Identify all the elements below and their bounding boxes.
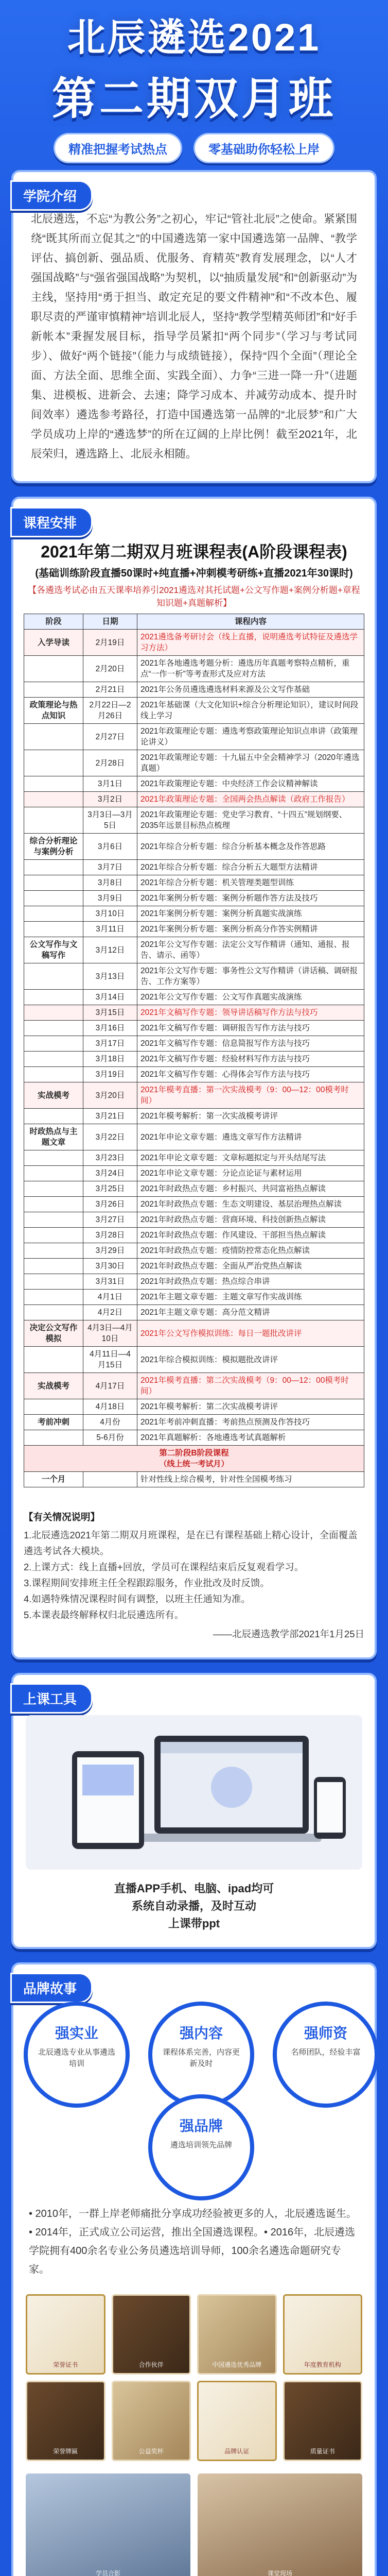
schedule-content: 2021年公文写作专题：事务性公文写作精讲（讲话稿、调研报告、工作方案等） [137, 963, 364, 990]
schedule-date: 2月19日 [83, 630, 137, 656]
schedule-row [24, 1197, 364, 1212]
schedule-content: 2021年文稿写作专题：信息简报写作方法与技巧 [137, 1036, 364, 1052]
schedule-row [24, 1005, 364, 1021]
notes-item: 1.北辰遴选2021年第二期双月班课程，是在已有课程基础上精心设计，全面覆盖遴选考试各大模块。 [24, 1530, 358, 1556]
schedule-content: 2021年案例分析专题：案例分析题作答方法及技巧 [137, 891, 364, 906]
schedule-row [24, 906, 364, 922]
schedule-row [24, 1305, 364, 1320]
honor-caption: 质量证书 [310, 2448, 335, 2455]
schedule-content: 2021年政策理论专题：遴选考察政策理论知识点串讲（政策理论讲义） [137, 724, 364, 750]
schedule-content: 2021年文稿写作专题：调研报告写作方法与技巧 [137, 1021, 364, 1036]
schedule-row [24, 937, 364, 963]
photo-item [198, 2473, 362, 2576]
intro-section-label: 学院介绍 [10, 180, 93, 211]
schedule-date: 3月13日 [83, 963, 137, 990]
schedule-content: 2021遴选备考研讨会（线上直播，说明遴选考试特征及遴选学习方法） [137, 630, 364, 656]
brand-circle-1 [24, 2002, 130, 2108]
intro-text: 北辰遴选，不忘“为教公务”之初心，牢记“管社北辰”之使命。紧紧围绕“既其所而立促其之”的中国遴选第一家中国遴选第一品牌、“教学评估、搞创新、强品质、优服务、育精英”教育发展理念，以“人才强国战略”与“强省强国战略”为契机，以“抽质量发展”和“创新驱动”为主线，坚持用“勇于担当、敢定充足的要文件精神”和“不改本色、履职尽责的严谨审慎精神”培训北辰人，坚持“教学型精英师团”和“好手新帐本”秉握发展目标，指导学员紧扣“两个同步”（学习与考试同步）、做好“两个链接”（能力与成绩链接），保持“四个全面”（理论全面、方法全面、思维全面、实践全面）、力争“三进一降一升”（进题集、进模板、进新会、去速；降学习成本、并减劳动成本、提升时间效率）遴选参考路径，打造中国遴选第一品牌的“北辰梦”和广大学员成功上岸的“遴选梦”的所在辽阔的上岸比例！截至2021年，北辰荣归，遴选路上、北辰永相随。 [31, 213, 357, 460]
honor-caption: 合作伙伴 [138, 2361, 164, 2368]
brand-circle-title: 强师资 [304, 2025, 347, 2041]
schedule-stage [24, 1228, 83, 1243]
schedule-date: 3月9日 [83, 891, 137, 906]
schedule-date: 2月21日 [83, 682, 137, 698]
schedule-content: 2021年时政热点专题：全面从严治党热点解读 [137, 1259, 364, 1274]
schedule-panel [11, 497, 377, 1659]
brand-circle-title: 强内容 [179, 2025, 223, 2041]
phase2-label [24, 1446, 364, 1472]
tools-caption-1: 直播APP手机、电脑、ipad均可 [114, 1882, 274, 1895]
schedule-row [24, 630, 364, 656]
brand-circle-desc: 北辰遴选专业从事遴选培训 [38, 2048, 115, 2068]
brand-circles [24, 2002, 364, 2197]
schedule-stage [24, 990, 83, 1005]
schedule-row [24, 1021, 364, 1036]
schedule-date: 2月22日—2月26日 [83, 698, 137, 724]
schedule-content: 2021年各地遴选考题分析：遴选历年真题考察特点精析，重点“一作一析”等考查形式及应对方法 [137, 656, 364, 682]
schedule-date: 3月1日 [83, 776, 137, 792]
brand-circle-desc: 名师团队，经验丰富 [291, 2048, 361, 2057]
schedule-row [24, 963, 364, 990]
devices-illustration [26, 1715, 362, 1870]
schedule-header-row [24, 614, 364, 630]
notes-item: 4.如遇特殊情况课程时间有调整，以班主任通知为准。 [24, 1594, 251, 1604]
schedule-content: 2021年公文写作模拟训练：每日一题批改讲评 [137, 1320, 364, 1347]
honor-item [26, 2381, 105, 2461]
schedule-date: 3月23日 [83, 1150, 137, 1166]
honor-item [112, 2381, 191, 2461]
phase2-row [24, 1446, 364, 1472]
schedule-body [24, 630, 364, 1446]
schedule-content: 2021年申论文章专题：分论点论证与素材运用 [137, 1166, 364, 1181]
photo-caption: 学员合影 [95, 2570, 120, 2576]
brand-circle-4 [148, 2094, 254, 2200]
hero-title-line2: 第二期双月班 [52, 74, 336, 124]
schedule-stage [24, 1290, 83, 1305]
final-date [83, 1472, 137, 1487]
brand-circle-desc: 课程体系完善，内容更新及时 [162, 2048, 240, 2068]
schedule-header [13, 499, 375, 531]
schedule-content: 2021年申论文章专题：遴选文章写作方法精讲 [137, 1124, 364, 1150]
schedule-row [24, 922, 364, 937]
schedule-stage [24, 1067, 83, 1082]
schedule-stage [24, 1347, 83, 1373]
col-date: 日期 [83, 614, 137, 630]
schedule-row [24, 1150, 364, 1166]
schedule-content: 2021年公务员遴选遴选材料来源及公文写作基础 [137, 682, 364, 698]
schedule-row [24, 1036, 364, 1052]
schedule-date: 4月3日—4月10日 [83, 1320, 137, 1347]
schedule-table [24, 614, 364, 1487]
schedule-stage: 实战模考 [24, 1082, 83, 1109]
schedule-content: 2021年考前冲刺直播：考前热点预测及作答技巧 [137, 1415, 364, 1430]
schedule-content: 2021年模考解析：第一次实战模考讲评 [137, 1109, 364, 1124]
schedule-content: 2021年公文写作专题：公文写作真题实战演练 [137, 990, 364, 1005]
schedule-stage: 实战模考 [24, 1373, 83, 1399]
schedule-row [24, 1181, 364, 1197]
schedule-row [24, 990, 364, 1005]
schedule-content: 2021年模考解析：第二次实战模考讲评 [137, 1399, 364, 1415]
schedule-row [24, 1228, 364, 1243]
schedule-content: 2021年基础课（大文化知识+综合分析理论知识），建议时间段线上学习 [137, 698, 364, 724]
schedule-content: 2021年真题解析：各地遴选考试真题解析 [137, 1430, 364, 1446]
schedule-content: 2021年申论文章专题：文章标题拟定与开头结尾写法 [137, 1150, 364, 1166]
schedule-date: 3月20日 [83, 1082, 137, 1109]
honor-item [26, 2294, 105, 2375]
schedule-stage [24, 1197, 83, 1212]
honor-caption: 公益奖杯 [138, 2448, 164, 2455]
schedule-date: 3月18日 [83, 1052, 137, 1067]
schedule-row [24, 776, 364, 792]
schedule-stage: 公文写作与文稿写作 [24, 937, 83, 963]
schedule-date: 3月14日 [83, 990, 137, 1005]
schedule-content: 2021年时政热点专题：热点综合串讲 [137, 1274, 364, 1290]
honor-caption: 年度教育机构 [304, 2361, 341, 2368]
schedule-row [24, 834, 364, 860]
schedule-stage [24, 656, 83, 682]
schedule-date: 3月29日 [83, 1243, 137, 1259]
honor-caption: 品牌认证 [224, 2448, 250, 2455]
schedule-stage [24, 1399, 83, 1415]
schedule-date: 5-6月份 [83, 1430, 137, 1446]
hero-tag-left: 精准把握考试热点 [54, 133, 182, 163]
notes-item: 2.上课方式：线上直播+回放，学员可在课程结束后反复观看学习。 [24, 1562, 304, 1572]
schedule-row [24, 1430, 364, 1446]
schedule-row [24, 875, 364, 891]
schedule-content: 2021年政策理论专题：全国两会热点解读（政府工作报告） [137, 792, 364, 807]
phase2-sub-text: （线上统一考试月） [159, 1460, 229, 1468]
schedule-row [24, 1347, 364, 1373]
schedule-content: 2021年时政热点专题：生态文明建设、基层治理热点解读 [137, 1197, 364, 1212]
intro-panel [11, 170, 377, 483]
schedule-stage [24, 1150, 83, 1166]
brand-section-label: 品牌故事 [10, 1973, 93, 2003]
schedule-stage [24, 860, 83, 875]
schedule-date: 3月30日 [83, 1259, 137, 1274]
photo-caption: 课堂现场 [267, 2570, 292, 2576]
schedule-title: 2021年第二期双月班课程表(A阶段课程表) [41, 543, 347, 561]
notes-signature: ——北辰遴选教学部2021年1月25日 [213, 1629, 364, 1639]
col-stage: 阶段 [24, 614, 83, 630]
schedule-row [24, 750, 364, 776]
schedule-stage [24, 1243, 83, 1259]
schedule-stage [24, 906, 83, 922]
schedule-content: 2021年案例分析专题：案例分析真题实战演练 [137, 906, 364, 922]
col-content: 课程内容 [137, 614, 364, 630]
notes-item: 3.课程期间安排班主任全程跟踪服务，作业批改及时反馈。 [24, 1578, 270, 1588]
schedule-date: 3月27日 [83, 1212, 137, 1228]
schedule-content: 2021年文稿写作专题：领导讲话稿写作方法与技巧 [137, 1005, 364, 1021]
schedule-date: 2月28日 [83, 750, 137, 776]
brand-circle-2 [148, 2002, 254, 2108]
schedule-stage [24, 807, 83, 834]
schedule-date: 4月2日 [83, 1305, 137, 1320]
final-row [24, 1472, 364, 1487]
schedule-stage [24, 750, 83, 776]
schedule-stage [24, 1109, 83, 1124]
schedule-stage [24, 1166, 83, 1181]
schedule-content: 2021年主题文章专题：主题文章写作实战训练 [137, 1290, 364, 1305]
schedule-row [24, 1259, 364, 1274]
schedule-row [24, 1373, 364, 1399]
schedule-date: 3月2日 [83, 792, 137, 807]
schedule-row [24, 891, 364, 906]
schedule-row [24, 792, 364, 807]
schedule-date: 3月21日 [83, 1109, 137, 1124]
schedule-content: 2021年时政热点专题：乡村振兴、共同富裕热点解读 [137, 1181, 364, 1197]
honor-item [197, 2294, 277, 2375]
schedule-content: 2021年模考直播：第一次实战模考（9：00—12：00模考时间） [137, 1082, 364, 1109]
schedule-stage [24, 1305, 83, 1320]
schedule-stage [24, 682, 83, 698]
brand-circle-desc: 遴选培训领先品牌 [170, 2141, 232, 2149]
schedule-date: 2月27日 [83, 724, 137, 750]
intro-header [13, 172, 375, 204]
honor-gallery [13, 2289, 375, 2473]
schedule-row [24, 1243, 364, 1259]
schedule-content: 2021年政策理论专题：中央经济工作会议精神解读 [137, 776, 364, 792]
hero-tags [0, 133, 388, 163]
schedule-date: 4月份 [83, 1415, 137, 1430]
brand-circle-title: 强实业 [55, 2025, 98, 2041]
schedule-stage: 政策理论与热点知识 [24, 698, 83, 724]
schedule-content: 2021年时政热点专题：疫情防控常态化热点解读 [137, 1243, 364, 1259]
schedule-date: 3月22日 [83, 1124, 137, 1150]
schedule-stage [24, 891, 83, 906]
brand-circle-3 [273, 2002, 379, 2108]
schedule-stage [24, 792, 83, 807]
schedule-stage [24, 1005, 83, 1021]
schedule-date: 3月17日 [83, 1036, 137, 1052]
schedule-stage [24, 1212, 83, 1228]
schedule-row [24, 682, 364, 698]
schedule-date: 3月10日 [83, 906, 137, 922]
schedule-date: 4月1日 [83, 1290, 137, 1305]
schedule-row [24, 698, 364, 724]
schedule-row [24, 1274, 364, 1290]
schedule-stage [24, 875, 83, 891]
tools-caption-2: 系统自动录播，及时互动 [131, 1900, 256, 1912]
schedule-stage [24, 1181, 83, 1197]
schedule-row [24, 807, 364, 834]
schedule-row [24, 1166, 364, 1181]
schedule-stage [24, 724, 83, 750]
schedule-date: 2月20日 [83, 656, 137, 682]
schedule-date: 3月28日 [83, 1228, 137, 1243]
honor-item [283, 2294, 363, 2375]
photo-item [26, 2473, 190, 2576]
schedule-row [24, 1082, 364, 1109]
tools-caption [13, 1880, 375, 1933]
schedule-stage: 考前冲刺 [24, 1415, 83, 1430]
schedule-row [24, 1320, 364, 1347]
schedule-date: 3月11日 [83, 922, 137, 937]
tools-caption-3: 上课带ppt [168, 1917, 220, 1930]
schedule-date: 4月11日—4月15日 [83, 1347, 137, 1373]
schedule-stage [24, 1274, 83, 1290]
schedule-date: 3月26日 [83, 1197, 137, 1212]
honor-item [283, 2381, 363, 2461]
honor-caption: 中国遴选优秀品牌 [212, 2361, 262, 2368]
schedule-stage [24, 1052, 83, 1067]
schedule-date: 3月8日 [83, 875, 137, 891]
schedule-row [24, 656, 364, 682]
honor-item [197, 2381, 277, 2461]
schedule-stage [24, 1259, 83, 1274]
schedule-wrap [13, 531, 375, 1501]
notes-item: 5.本课表最终解释权归北辰遴选所有。 [24, 1609, 184, 1620]
hero-title-line1: 北辰遴选2021 [67, 16, 321, 59]
schedule-date: 3月19日 [83, 1067, 137, 1082]
brand-circle-title: 强品牌 [179, 2118, 223, 2134]
schedule-row [24, 1052, 364, 1067]
photo-grid [13, 2473, 375, 2576]
brand-story: • 2010年，一群上岸老师痛批分享成功经验被更多的人，北辰遴选诞生。• 2014年，正式成立公司运营，推出全国遴选课程。• 2016年，北辰遴选学院拥有400余名专业公务员遴选培训导师，100余名遴选命题研究专家。 [29, 2208, 357, 2275]
final-stage: 一个月 [24, 1472, 83, 1487]
notes-title: 【有关情况说明】 [24, 1512, 100, 1522]
schedule-stage [24, 963, 83, 990]
schedule-stage [24, 1021, 83, 1036]
schedule-date: 3月25日 [83, 1181, 137, 1197]
brand-panel [11, 1962, 377, 2576]
schedule-date: 3月12日 [83, 937, 137, 963]
schedule-date: 4月17日 [83, 1373, 137, 1399]
schedule-content: 2021年综合分析专题：机关管理类题型训练 [137, 875, 364, 891]
schedule-content: 2021年综合分析专题：综合分析基本概念及作答思路 [137, 834, 364, 860]
phase2-label-text: 第二阶段B阶段课程 [159, 1449, 229, 1458]
schedule-stage [24, 922, 83, 937]
schedule-date: 3月3日—3月5日 [83, 807, 137, 834]
schedule-content: 2021年案例分析专题：案例分析高分作答实例精讲 [137, 922, 364, 937]
schedule-content: 2021年文稿写作专题：经验材料写作方法与技巧 [137, 1052, 364, 1067]
schedule-content: 2021年主题文章专题：高分范文精讲 [137, 1305, 364, 1320]
schedule-date: 3月16日 [83, 1021, 137, 1036]
schedule-row [24, 860, 364, 875]
schedule-row [24, 1415, 364, 1430]
schedule-row [24, 1109, 364, 1124]
schedule-content: 2021年政策理论专题：十九届五中全会精神学习（2020年遴选真题） [137, 750, 364, 776]
hero-tag-right: 零基础助你轻松上岸 [193, 133, 334, 163]
schedule-subtitle: (基础训练阶段直播50课时+纯直播+冲刺模考研练+直播2021年30课时) [35, 568, 353, 579]
schedule-stage: 入学导读 [24, 630, 83, 656]
schedule-content: 2021年模考直播：第二次实战模考（9：00—12：00模考时间） [137, 1373, 364, 1399]
schedule-stage: 综合分析理论与案例分析 [24, 834, 83, 860]
schedule-date: 3月24日 [83, 1166, 137, 1181]
schedule-section-label: 课程安排 [10, 507, 93, 537]
schedule-content: 2021年文稿写作专题：心得体会写作方法与技巧 [137, 1067, 364, 1082]
schedule-note: 【各遴选考试必由五天课率培养引2021遴选对其托试题+公文写作题+案例分析题+章程知识题+真题解析】 [28, 585, 360, 608]
schedule-stage: 时政热点与主题文章 [24, 1124, 83, 1150]
schedule-stage [24, 1430, 83, 1446]
brand-header [13, 1964, 375, 1996]
devices-icon [26, 1715, 362, 1870]
hero-banner [0, 0, 388, 170]
schedule-date: 4月18日 [83, 1399, 137, 1415]
schedule-content: 2021年综合分析专题：综合分析五大题型方法精讲 [137, 860, 364, 875]
tools-panel [11, 1673, 377, 1949]
schedule-row [24, 1212, 364, 1228]
schedule-date: 3月31日 [83, 1274, 137, 1290]
honor-caption: 荣誉牌匾 [53, 2448, 78, 2455]
schedule-content: 2021年政策理论专题：党史学习教育、“十四五”规划纲要、2035年远景目标热点梳理 [137, 807, 364, 834]
tools-header [13, 1675, 375, 1707]
schedule-row [24, 1067, 364, 1082]
schedule-date: 3月15日 [83, 1005, 137, 1021]
schedule-stage [24, 1036, 83, 1052]
schedule-date: 3月7日 [83, 860, 137, 875]
schedule-content: 2021年公文写作专题：法定公文写作精讲（通知、通报、报告、请示、函等） [137, 937, 364, 963]
schedule-content: 2021年时政热点专题：营商环境、科技创新热点解读 [137, 1212, 364, 1228]
honor-item [112, 2294, 191, 2375]
notes [13, 1501, 375, 1657]
schedule-row [24, 1124, 364, 1150]
schedule-date: 3月6日 [83, 834, 137, 860]
schedule-stage: 决定公文写作模拟 [24, 1320, 83, 1347]
schedule-row [24, 1399, 364, 1415]
schedule-content: 2021年综合模拟训练：模拟题批改讲评 [137, 1347, 364, 1373]
honor-caption: 荣誉证书 [53, 2361, 78, 2368]
tools-section-label: 上课工具 [10, 1683, 93, 1714]
schedule-content: 2021年时政热点专题：作风建设、干部担当热点解读 [137, 1228, 364, 1243]
schedule-stage [24, 776, 83, 792]
schedule-row [24, 1290, 364, 1305]
final-content: 针对性线上综合模考，针对性全国模考练习 [137, 1472, 364, 1487]
schedule-row [24, 724, 364, 750]
